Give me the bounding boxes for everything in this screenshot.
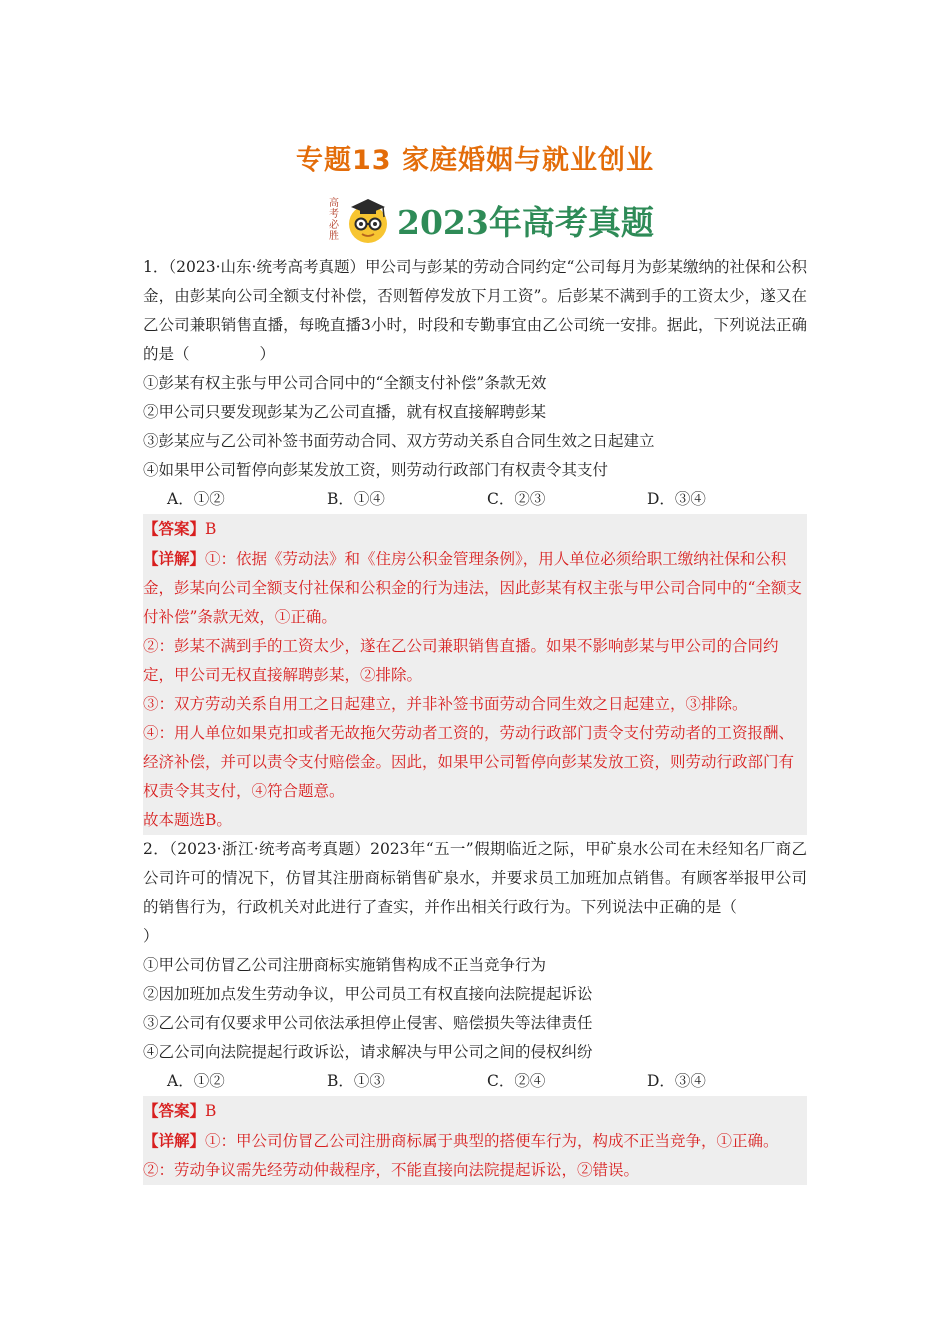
section-banner [327,192,654,248]
seal-text: 高考必胜 [329,198,339,242]
question-1-choices [143,485,807,514]
choice-c: C．②③ [487,490,546,508]
question-1-answer-box [143,514,807,835]
detail-text: ①：甲公司仿冒乙公司注册商标属于典型的搭便车行为，构成不正当竞争，①正确。 [205,1132,779,1150]
question-2-stem-text: 2．（2023·浙江·统考高考真题）2023年“五一”假期临近之际，甲矿泉水公司在未经知名厂商乙公司许可的情况下，仿冒其注册商标销售矿泉水，并要求员工加班加点销售。有顾客举报甲公司的销售行为，行政机关对此进行了查实，并作出相关行政行为。下列说法中正确的是（ [143,840,807,916]
detail-line [143,544,807,632]
question-1-stem-text: 1．（2023·山东·统考高考真题）甲公司与彭某的劳动合同约定“公司每月为彭某缴纳的社保和公积金，由彭某向公司全额支付补偿，否则暂停发放下月工资”。后彭某不满到手的工资太少，遂又在乙公司兼职销售直播，每晚直播3小时，时段和专勤事宜由乙公司统一安排。据此，下列说法正确的是（ [143,258,807,363]
question-2-option: ②因加班加点发生劳动争议，甲公司员工有权直接向法院提起诉讼 [143,985,593,1003]
question-1-option: ②甲公司只要发现彭某为乙公司直播，就有权直接解聘彭某 [143,403,547,421]
detail-line: ③：双方劳动关系自用工之日起建立，并非补签书面劳动合同生效之日起建立，③排除。 [143,695,748,713]
document-body [143,253,807,1185]
question-1-stem-end: ） [259,345,276,363]
choice-b: B．①④ [327,490,385,508]
detail-line: ④：用人单位如果克扣或者无故拖欠劳动者工资的，劳动行政部门责令支付劳动者的工资报酬、经济补偿，并可以责令支付赔偿金。因此，如果甲公司暂停向彭某发放工资，则劳动行政部门有权责令其支付，④符合题意。 [143,724,795,800]
detail-line: ②：劳动争议需先经劳动仲裁程序，不能直接向法院提起诉讼，②错误。 [143,1161,640,1179]
answer-value: B [205,1102,217,1120]
choice-b: B．①③ [327,1072,385,1090]
detail-tag: 【详解】 [143,549,206,568]
answer-value: B [205,520,217,538]
question-2-option: ③乙公司有仅要求甲公司依法承担停止侵害、赔偿损失等法律责任 [143,1014,593,1032]
choice-c: C．②④ [487,1072,546,1090]
choice-d: D．③④ [647,490,706,508]
question-2-stem-end: ） [143,927,159,945]
answer-tag: 【答案】 [143,519,206,538]
answer-line [143,514,807,544]
question-2-option: ①甲公司仿冒乙公司注册商标实施销售构成不正当竞争行为 [143,956,547,974]
detail-line: ②：彭某不满到手的工资太少，遂在乙公司兼职销售直播。如果不影响彭某与甲公司的合同约定，甲公司无权直接解聘彭某，②排除。 [143,637,779,684]
detail-text: ①：依据《劳动法》和《住房公积金管理条例》，用人单位必须给职工缴纳社保和公积金，彭某向公司全额支付社保和公积金的行为违法，因此彭某有权主张与甲公司合同中的“全额支付补偿”条款无效，①正确。 [143,550,802,626]
banner-title: 2023年高考真题 [397,202,654,242]
graduate-mascot-icon [343,195,393,245]
page-title: 专题13 家庭婚姻与就业创业 [296,145,654,176]
question-2-option: ④乙公司向法院提起行政诉讼，请求解决与甲公司之间的侵权纠纷 [143,1043,593,1061]
choice-a: A．①② [167,490,225,508]
detail-line [143,1126,807,1156]
choice-a: A．①② [167,1072,225,1090]
question-2-stem [143,835,807,951]
choice-d: D．③④ [647,1072,706,1090]
answer-line [143,1096,807,1126]
question-1-option: ①彭某有权主张与甲公司合同中的“全额支付补偿”条款无效 [143,374,547,392]
detail-tag: 【详解】 [143,1131,206,1150]
detail-conclusion: 故本题选B。 [143,811,232,829]
question-1-option: ④如果甲公司暂停向彭某发放工资，则劳动行政部门有权责令其支付 [143,461,609,479]
question-2-answer-box [143,1096,807,1185]
answer-tag: 【答案】 [143,1101,206,1120]
question-1-option: ③彭某应与乙公司补签书面劳动合同、双方劳动关系自合同生效之日起建立 [143,432,655,450]
question-2-choices [143,1067,807,1096]
question-1-stem [143,253,807,369]
